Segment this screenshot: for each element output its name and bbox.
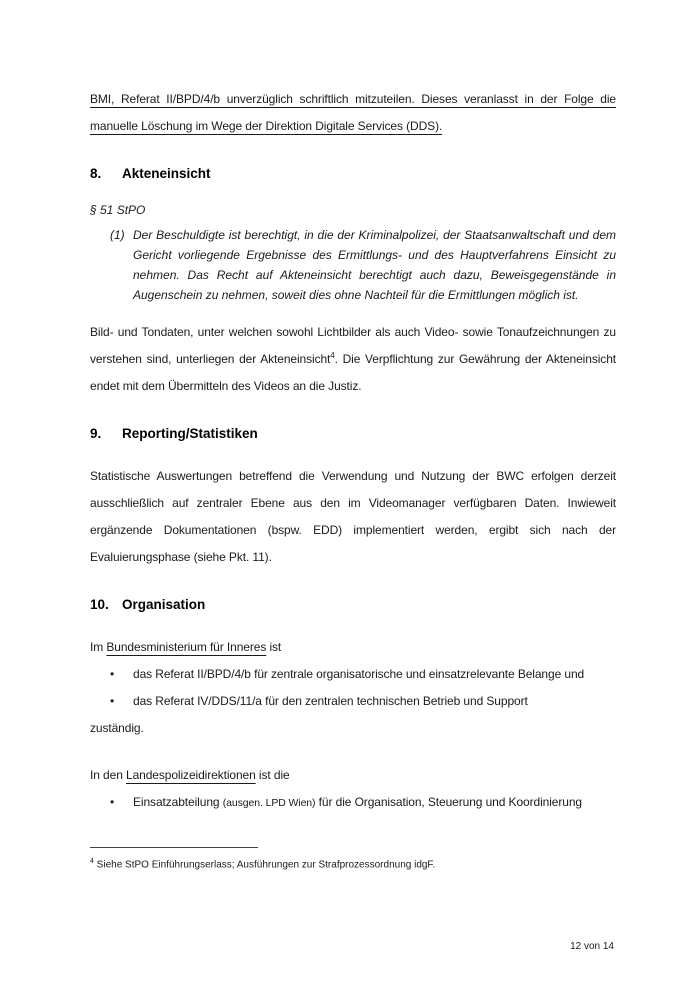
lpd-bullet-part2: für die Organisation, Steuerung und Koordinierung [315,795,582,809]
bmi-prefix: Im [90,640,107,654]
lpd-prefix: In den [90,768,126,782]
lpd-bullet-part1: Einsatzabteilung [133,795,223,809]
bullet-item-referat-dds [90,688,616,715]
bullet-marker-icon: • [110,667,115,681]
footnote-body: Siehe StPO Einführungserlass; Ausführungen zur Strafprozessordnung idgF. [93,859,436,871]
bullet-text: das Referat IV/DDS/11/a für den zentralen technischen Betrieb und Support [133,694,528,708]
bullet-text: das Referat II/BPD/4/b für zentrale organisatorische und einsatzrelevante Belange und [133,667,585,681]
bullet-marker-icon: • [110,694,115,708]
lpd-underlined: Landespolizeidirektionen [126,768,256,782]
law-quote-text: Der Beschuldigte ist berechtigt, in die der Kriminalpolizei, der Staatsanwaltschaft und dem Gericht vorliegende Ergebnisse des Ermittlungs- und des Hauptverfahrens Einsicht zu nehmen. Das Recht auf Akteneinsicht berechtigt auch dazu, Beweisgegenstände in Augenschein zu nehmen, soweit dies ohne Nachteil für die Ermittlungen möglich ist. [133,228,616,302]
section-10-heading [90,597,616,612]
section-9-number: 9. [90,426,102,441]
paragraph-bmi-intro [90,634,616,661]
section-9-heading [90,426,616,441]
section-9-title: Reporting/Statistiken [122,426,258,441]
footnote-number: 4 [90,858,94,865]
bullet-item-einsatzabteilung [90,789,616,817]
section-8-title: Akteneinsicht [122,166,211,181]
page-number: 12 von 14 [570,941,614,952]
lpd-bullet-parenthetical: (ausgen. LPD Wien) [222,797,316,809]
law-reference: § 51 StPO [90,203,146,217]
section-8-number: 8. [90,166,102,181]
footnote-area [90,847,616,872]
paragraph-intro: BMI, Referat II/BPD/4/b unverzüglich schriftlich mitzuteilen. Dieses veranlasst in der Folge die manuelle Löschung im Wege der Direktion Digitale Services (DDS). [90,92,616,133]
paragraph-lpd-intro [90,762,616,789]
paragraph-section-8-body [90,319,616,400]
section-8-heading [90,166,616,181]
lpd-suffix: ist die [255,768,290,782]
paragraph-zustaendig: zuständig. [90,721,144,735]
bullet-text [133,789,616,817]
law-quote-number: (1) [110,228,125,242]
section-10-title: Organisation [122,597,206,612]
bullet-item-referat-bpd [90,661,616,688]
section-8-body-part1: Bild- und Tondaten, unter welchen sowohl Lichtbilder als auch Video- sowie Tonaufzeichnungen zu verstehen sind, unterliegen der Akteneinsicht [90,325,616,366]
paragraph-section-9-body: Statistische Auswertungen betreffend die Verwendung und Nutzung der BWC erfolgen derzeit ausschließlich auf zentraler Ebene aus den im Videomanager verfügbaren Daten. Inwieweit ergänzende Dokumentationen (bspw. EDD) implementiert werden, ergibt sich nach der Evaluierungsphase (siehe Pkt. 11). [90,469,616,564]
bmi-underlined: Bundesministerium für Inneres [106,640,267,654]
footnote-text [90,855,616,872]
section-10-number: 10. [90,597,109,612]
bmi-suffix: ist [266,640,282,654]
section-8-body-part2: . Die Verpflichtung zur Gewährung der Akteneinsicht endet mit dem Übermitteln des Videos an die Justiz. [90,352,616,393]
footnote-separator [90,847,258,848]
law-quote [90,225,616,305]
bullet-marker-icon: • [110,795,115,809]
footnote-reference: 4 [330,351,335,360]
